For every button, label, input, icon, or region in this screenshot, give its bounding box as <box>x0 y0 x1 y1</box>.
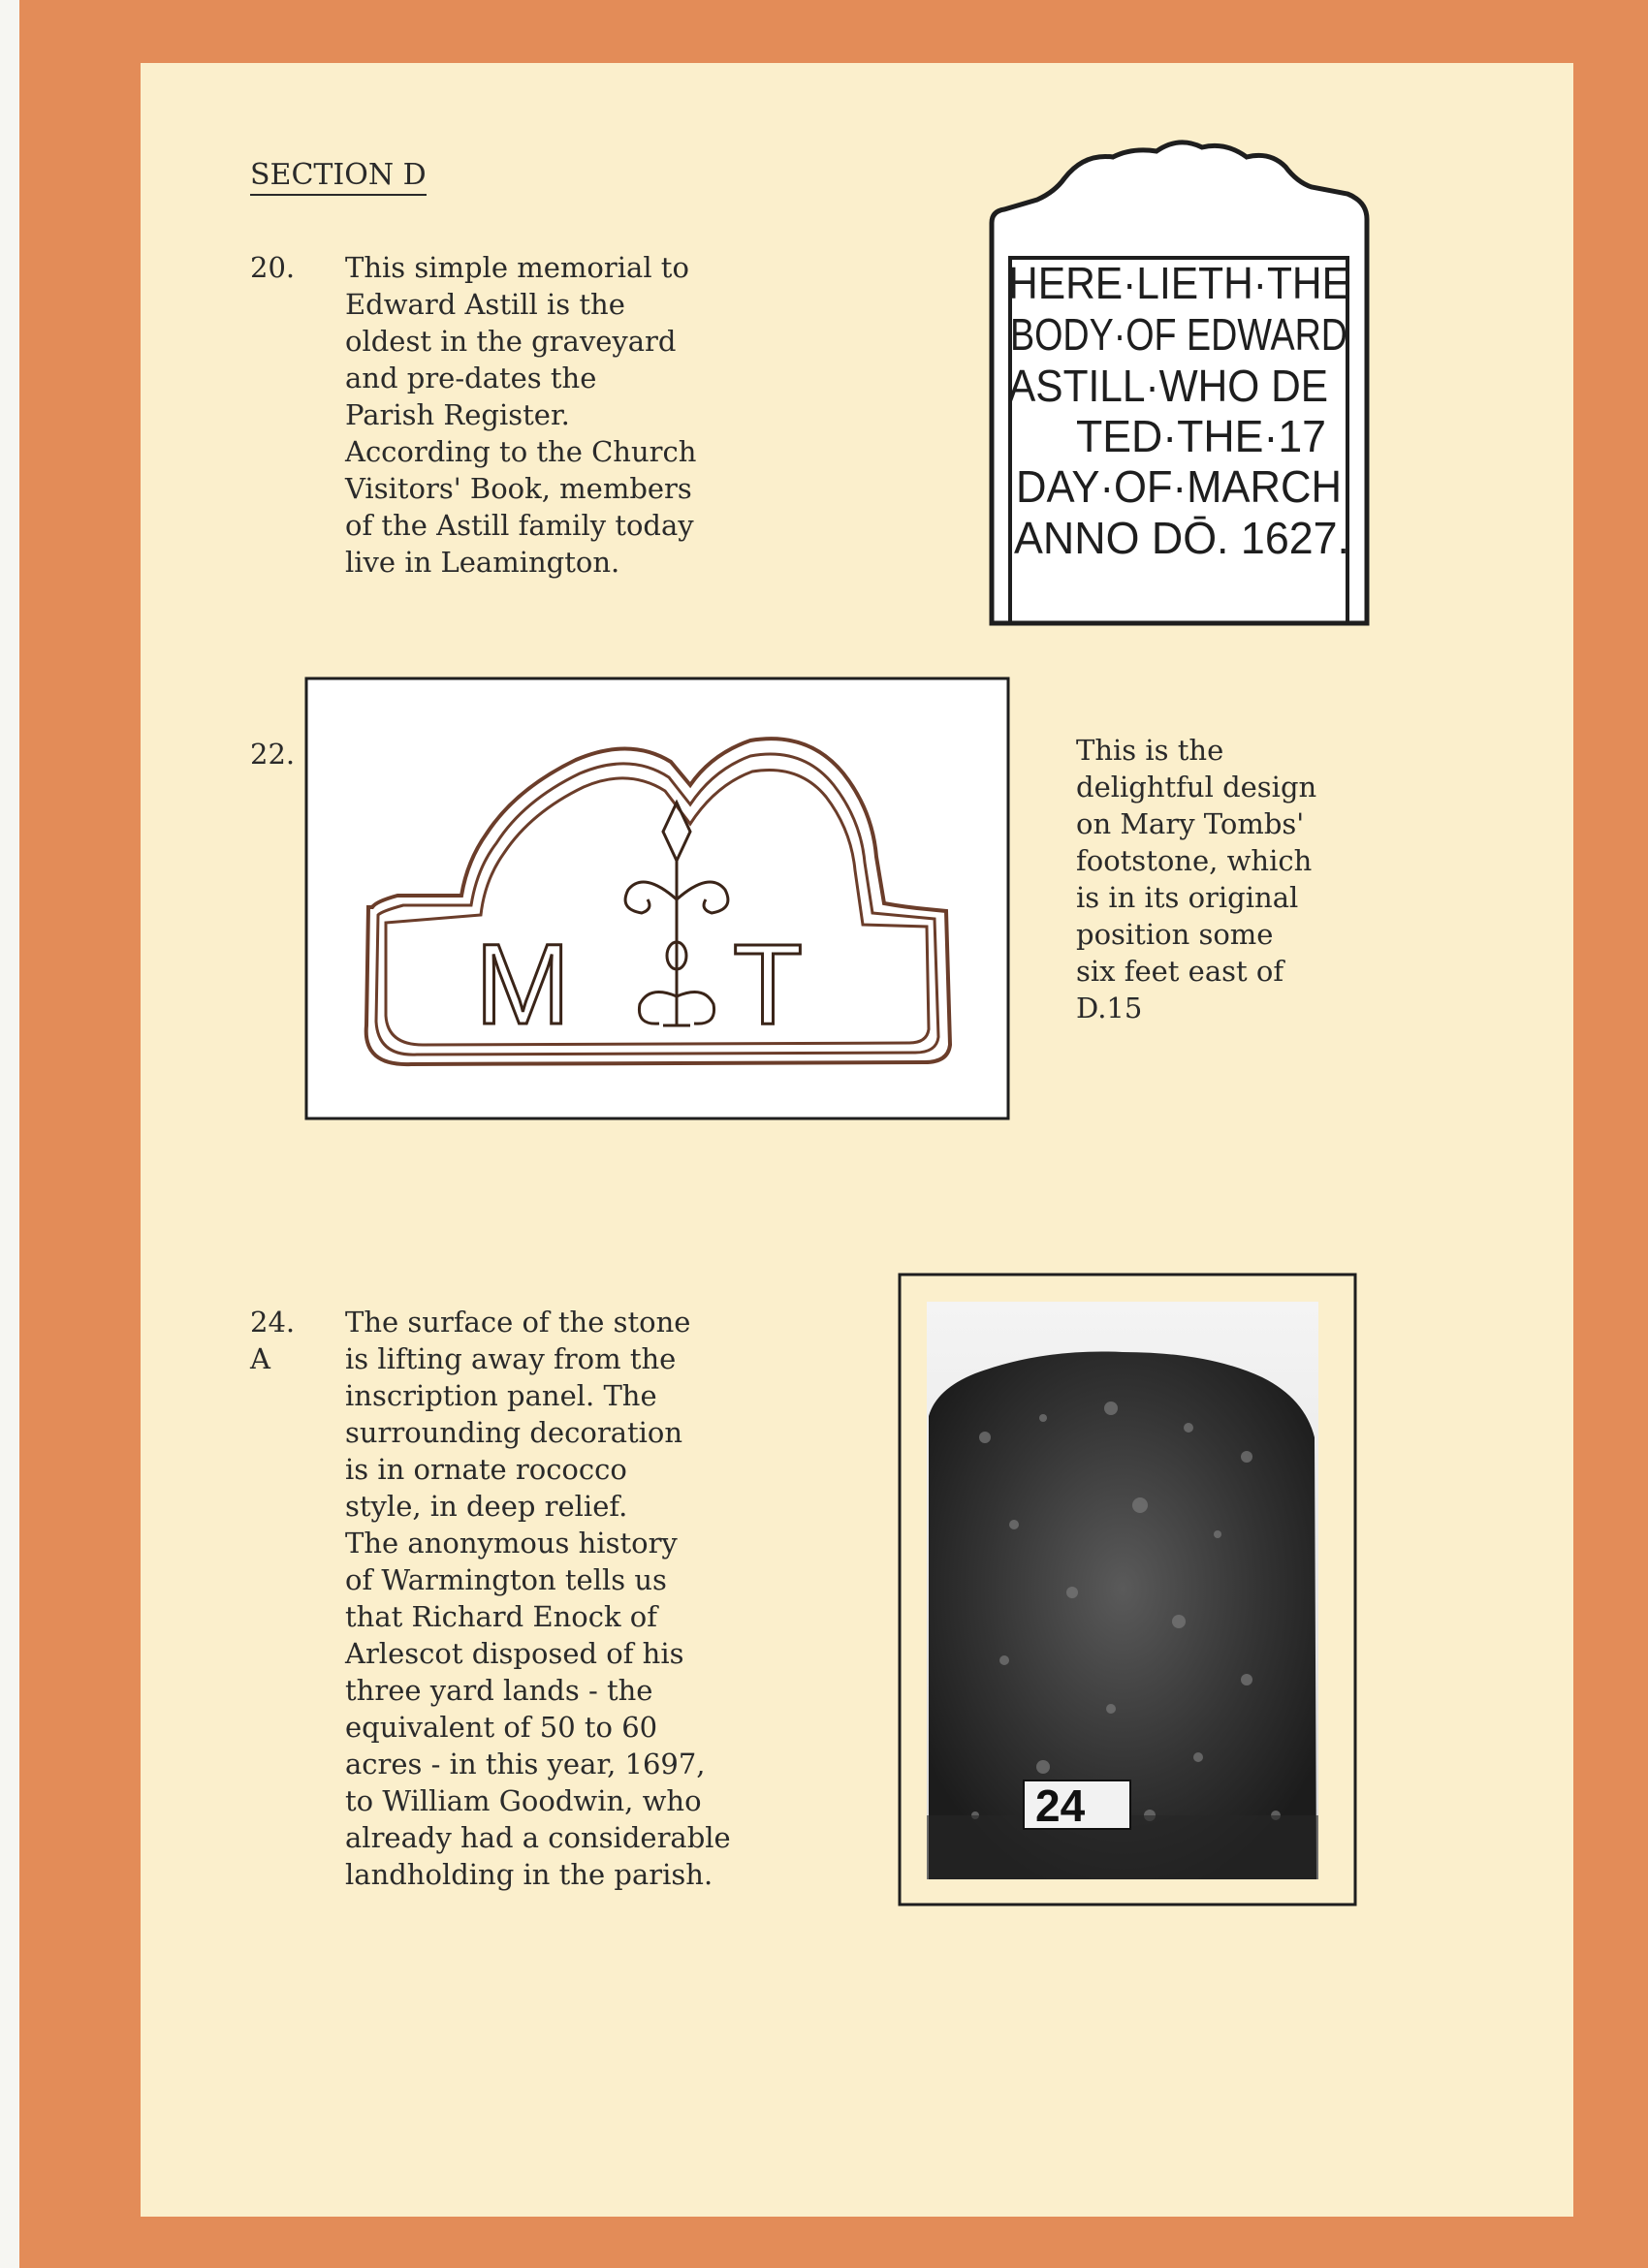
text-line: Parish Register. <box>345 398 570 431</box>
inscription-line: BODY·OF EDWARD <box>1010 309 1347 360</box>
text-line: equivalent of 50 to 60 <box>345 1711 658 1744</box>
text-line: surrounding decoration <box>345 1416 683 1449</box>
text-line: The anonymous history <box>345 1527 678 1559</box>
headstone-drawing <box>987 134 1375 623</box>
text-line: six feet east of <box>1076 955 1284 988</box>
entry-24-text <box>345 1304 731 1893</box>
photo-number-label: 24 <box>1035 1780 1086 1831</box>
text-line: Visitors' Book, members <box>345 472 692 505</box>
text-line: is in ornate rococco <box>345 1453 627 1486</box>
text-line: acres - in this year, 1697, <box>345 1748 706 1780</box>
text-line: that Richard Enock of <box>345 1600 657 1633</box>
text-line: Arlescot disposed of his <box>345 1637 684 1670</box>
text-line: This is the <box>1076 734 1224 767</box>
entry-20-text <box>345 249 696 581</box>
text-line: of the Astill family today <box>345 509 694 542</box>
gravestone-photo-mount <box>898 1273 1357 1906</box>
text-line: Edward Astill is the <box>345 288 625 321</box>
initial-m: M <box>475 921 571 1049</box>
text-line: position some <box>1076 918 1274 951</box>
inscription-line: ANNO DŌ. 1627. <box>1014 513 1349 563</box>
text-line: This simple memorial to <box>345 251 689 284</box>
inscription-line: HERE·LIETH·THE <box>1008 258 1349 308</box>
text-line: is lifting away from the <box>345 1342 677 1375</box>
text-line: to William Goodwin, who <box>345 1784 702 1817</box>
text-line: and pre-dates the <box>345 362 597 394</box>
entry-24-sub: A <box>250 1342 270 1375</box>
text-line: According to the Church <box>345 435 697 468</box>
text-line: D.15 <box>1076 992 1143 1024</box>
entry-24-number: 24. <box>250 1306 296 1339</box>
inscription-line: DAY·OF·MARCH <box>1016 461 1342 512</box>
entry-22-number: 22. <box>250 738 296 771</box>
text-line: delightful design <box>1076 771 1317 803</box>
footstone-drawing <box>304 677 1012 1122</box>
text-line: of Warmington tells us <box>345 1563 667 1596</box>
text-line: is in its original <box>1076 881 1299 914</box>
text-line: oldest in the graveyard <box>345 325 677 358</box>
text-line: style, in deep relief. <box>345 1490 628 1523</box>
section-heading: SECTION D <box>250 158 427 196</box>
entry-20-number: 20. <box>250 251 296 284</box>
text-line: already had a considerable <box>345 1821 731 1854</box>
scan-edge <box>0 0 19 2268</box>
text-line: The surface of the stone <box>345 1306 691 1339</box>
text-line: landholding in the parish. <box>345 1858 713 1891</box>
text-line: three yard lands - the <box>345 1674 653 1707</box>
inscription-line: TED·THE·17 <box>1076 411 1326 461</box>
initial-t: T <box>733 921 804 1049</box>
text-line: inscription panel. The <box>345 1379 657 1412</box>
text-line: live in Leamington. <box>345 546 620 579</box>
text-line: footstone, which <box>1076 844 1313 877</box>
inscription-line: ASTILL·WHO DE <box>1008 361 1328 411</box>
text-line: on Mary Tombs' <box>1076 807 1305 840</box>
entry-22-text <box>1076 732 1316 1026</box>
